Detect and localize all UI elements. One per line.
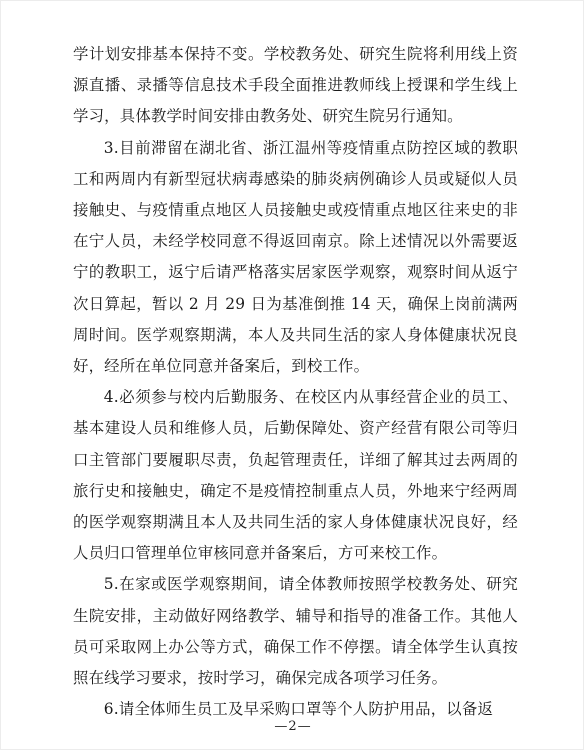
page-number: —2—	[274, 719, 312, 734]
document-body	[73, 39, 518, 725]
paragraph-item-5: 5.在家或医学观察期间，请全体教师按照学校教务处、研究生院安排，主动做好网络教学、辅导和指导的准备工作。其他人员可采取网上办公等方式，确保工作不停摆。请全体学生认真按照在线学习要求，按时学习，确保完成各项学习任务。	[73, 575, 518, 688]
paragraph-continuation: 学计划安排基本保持不变。学校教务处、研究生院将利用线上资源直播、录播等信息技术手段全面推进教师线上授课和学生线上学习，具体教学时间安排由教务处、研究生院另行通知。	[73, 45, 518, 126]
paragraph-item-6: 6.请全体师生员工及早采购口罩等个人防护用品，以备返	[103, 700, 494, 719]
paragraph-item-3: 3.目前滞留在湖北省、浙江温州等疫情重点防控区域的教职工和两周内有新型冠状病毒感染的肺炎病例确诊人员或疑似人员接触史、与疫情重点地区人员接触史或疫情重点地区往来史的非在宁人员，未经学校同意不得返回南京。除上述情况以外需要返宁的教职工，返宁后请严格落实居家医学观察，观察时间从返宁次日算起，暂以 2 月 29 日为基准倒推 14 天，确保上岗前满两周时间。医学观察期满，本人及共同生活的家人身体健康状况良好，经所在单位同意并备案后，到校工作。	[73, 138, 518, 376]
paragraph-item-4: 4.必须参与校内后勤服务、在校区内从事经营企业的员工、基本建设人员和维修人员，后勤保障处、资产经营有限公司等归口主管部门要履职尽责，负起管理责任，详细了解其过去两周的旅行史和接触史，确定不是疫情控制重点人员，外地来宁经两周的医学观察期满且本人及共同生活的家人身体健康状况良好，经人员归口管理单位审核同意并备案后，方可来校工作。	[73, 388, 518, 563]
